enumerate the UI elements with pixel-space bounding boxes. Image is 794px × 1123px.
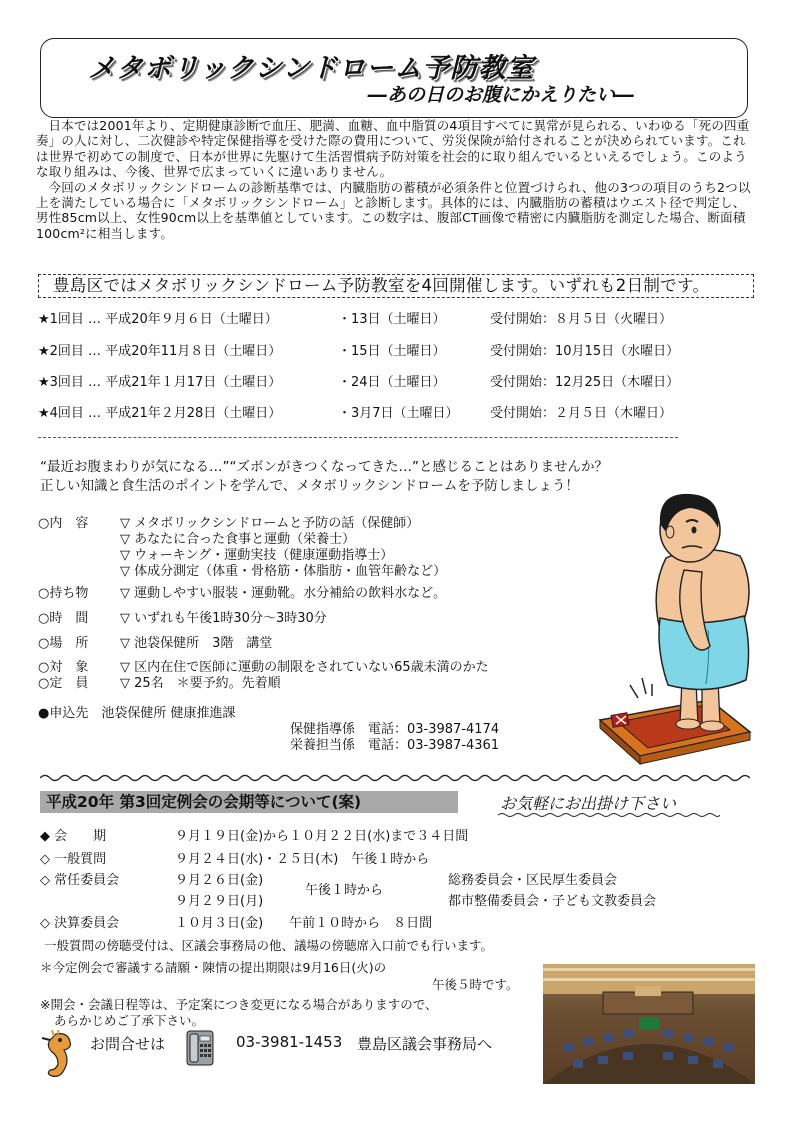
session-standing-committee-1: 総務委員会・区民厚生委員会 xyxy=(448,873,618,888)
apply-phone-2: 栄養担当係 電話：03-3987-4361 xyxy=(290,738,500,753)
schedule-reception: 受付開始：２月５日（木曜日） xyxy=(490,406,673,421)
session-side-note: お気軽にお出掛け下さい xyxy=(500,794,677,813)
detail-content-item: ▽ メタボリックシンドロームと予防の話（保健師） xyxy=(120,516,420,531)
seahorse-mascot-icon xyxy=(40,1030,80,1082)
apply-phone-1: 保健指導係 電話：03-3987-4174 xyxy=(290,722,500,737)
schedule-second-day: ・3月7日（土曜日） xyxy=(338,406,459,421)
session-heading: 平成20年 第3回定例会の会期等について(案) xyxy=(40,791,458,813)
session-standing-date-2: ９月２９日(月) xyxy=(175,894,264,909)
schedule-round: ★2回目 … 平成20年11月８日（土曜日） xyxy=(38,344,282,359)
detail-content-item: ▽ ウォーキング・運動実技（健康運動指導士） xyxy=(120,548,394,563)
session-note-3: ※開会・会議日程等は、予定案につき変更になる場合がありますので、 xyxy=(40,997,438,1012)
schedule-banner: 豊島区ではメタボリックシンドローム予防教室を4回開催します。いずれも2日制です。 xyxy=(38,274,754,298)
detail-place-value: ▽ 池袋保健所 3階 講堂 xyxy=(120,636,273,651)
session-general-value: ９月２４日(水)・２５日(木) 午後１時から xyxy=(175,852,430,867)
assembly-hall-photo xyxy=(543,964,755,1084)
apply-label: ●申込先 池袋保健所 健康推進課 xyxy=(38,706,236,721)
side-note-underline xyxy=(498,812,720,818)
schedule-reception: 受付開始：12月25日（木曜日） xyxy=(490,375,680,390)
man-on-scale-illustration xyxy=(590,470,770,770)
detail-time-value: ▽ いずれも午後1時30分～3時30分 xyxy=(120,611,327,626)
schedule-reception: 受付開始：８月５日（火曜日） xyxy=(490,312,673,327)
detail-content-item: ▽ あなたに合った食事と運動（栄養士） xyxy=(120,532,356,547)
detail-place-label: ○場 所 xyxy=(38,636,89,651)
detail-content-label: ○内 容 xyxy=(38,516,89,531)
detail-time-label: ○時 間 xyxy=(38,611,89,626)
schedule-round: ★3回目 … 平成21年１月17日（土曜日） xyxy=(38,375,282,390)
session-period-value: ９月１９日(金)から１０月２２日(水)まで３４日間 xyxy=(175,829,469,844)
session-standing-time: 午後１時から xyxy=(305,883,384,898)
session-note-2: ＊今定例会で審議する請願・陳情の提出期限は9月16日(火)の xyxy=(40,960,387,975)
lead-text xyxy=(40,458,608,496)
detail-target-label: ○対 象 xyxy=(38,660,89,675)
schedule-round: ★1回目 … 平成20年９月６日（土曜日） xyxy=(38,312,278,327)
session-standing-committee-2: 都市整備委員会・子ども文教委員会 xyxy=(448,894,657,909)
intro-paragraph-1: 日本では2001年より、定期健康診断で血圧、肥満、血糖、血中脂質の4項目すべてに異常が見られる、いわゆる「死の四重奏」の人に対し、二次健診や特定保健指導を受けた際の費用について、労災保険が給付されることが決められています。これは世界で初めての制度で、日本が世界に先駆けて生活習慣病予防対策を社会的に取り組んでいるといえるでしょう。このような取り組みは、今後、世界で広まっていくに違いありません。 xyxy=(36,118,750,180)
intro-text xyxy=(36,118,756,241)
schedule-second-day: ・15日（土曜日） xyxy=(338,344,446,359)
detail-target-value: ▽ 区内在住で医師に運動の制限をされていない65歳未満のかた xyxy=(120,660,489,675)
session-budget-value: １０月３日(金) 午前１０時から ８日間 xyxy=(175,916,433,931)
telephone-icon xyxy=(186,1030,214,1066)
session-general-label: ◇ 一般質問 xyxy=(40,852,107,867)
detail-bring-label: ○持ち物 xyxy=(38,586,89,601)
schedule-reception: 受付開始：10月15日（水曜日） xyxy=(490,344,680,359)
contact-office: 豊島区議会事務局へ xyxy=(357,1035,493,1053)
intro-paragraph-2: 今回のメタボリックシンドロームの診断基準では、内臓脂肪の蓄積が必須条件と位置づけられ、他の3つの項目のうち2つ以上を満たしている場合に「メタボリックシンドローム」と診断します。具体的には、内臓脂肪の蓄積はウエスト径で判定し、男性85cm以上、女性90cm以上を基準値としています。この数字は、腹部CT画像で精密に内臓脂肪を測定した場合、断面積100cm²に相当します。 xyxy=(36,179,751,241)
lead-line-2: 正しい知識と食生活のポイントを学んで、メタボリックシンドロームを予防しましょう！ xyxy=(40,478,579,494)
schedule-second-day: ・24日（土曜日） xyxy=(338,375,446,390)
detail-bring-value: ▽ 運動しやすい服装・運動靴。水分補給の飲料水など。 xyxy=(120,586,447,601)
schedule-second-day: ・13日（土曜日） xyxy=(338,312,446,327)
detail-capacity-value: ▽ 25名 ＊要予約。先着順 xyxy=(120,676,281,691)
page-title: メタボリックシンドローム予防教室 xyxy=(88,53,535,84)
section-divider xyxy=(38,437,678,438)
schedule-round: ★4回目 … 平成21年２月28日（土曜日） xyxy=(38,406,282,421)
session-note-2-cont: 午後５時です。 xyxy=(432,977,519,992)
detail-capacity-label: ○定 員 xyxy=(38,676,89,691)
session-standing-label: ◇ 常任委員会 xyxy=(40,873,120,888)
detail-content-item: ▽ 体成分測定（体重・骨格筋・体脂肪・血管年齢など） xyxy=(120,564,447,579)
lead-line-1: “最近お腹まわりが気になる…”“ズボンがきつくなってきた…”と感じることはありませんか？ xyxy=(40,459,608,475)
session-budget-label: ◇ 決算委員会 xyxy=(40,916,120,931)
session-note-3-cont: あらかじめご了承下さい。 xyxy=(54,1013,205,1028)
wave-divider xyxy=(40,773,750,783)
session-note-1: 一般質問の傍聴受付は、区議会事務局の他、議場の傍聴席入口前でも行います。 xyxy=(44,938,494,953)
session-period-label: ◆ 会 期 xyxy=(40,829,107,844)
page-subtitle: ―あの日のお腹にかえりたい― xyxy=(368,84,635,106)
session-standing-date-1: ９月２６日(金) xyxy=(175,873,264,888)
contact-label: お問合せは xyxy=(90,1035,166,1053)
contact-phone: 03-3981-1453 xyxy=(236,1033,343,1051)
